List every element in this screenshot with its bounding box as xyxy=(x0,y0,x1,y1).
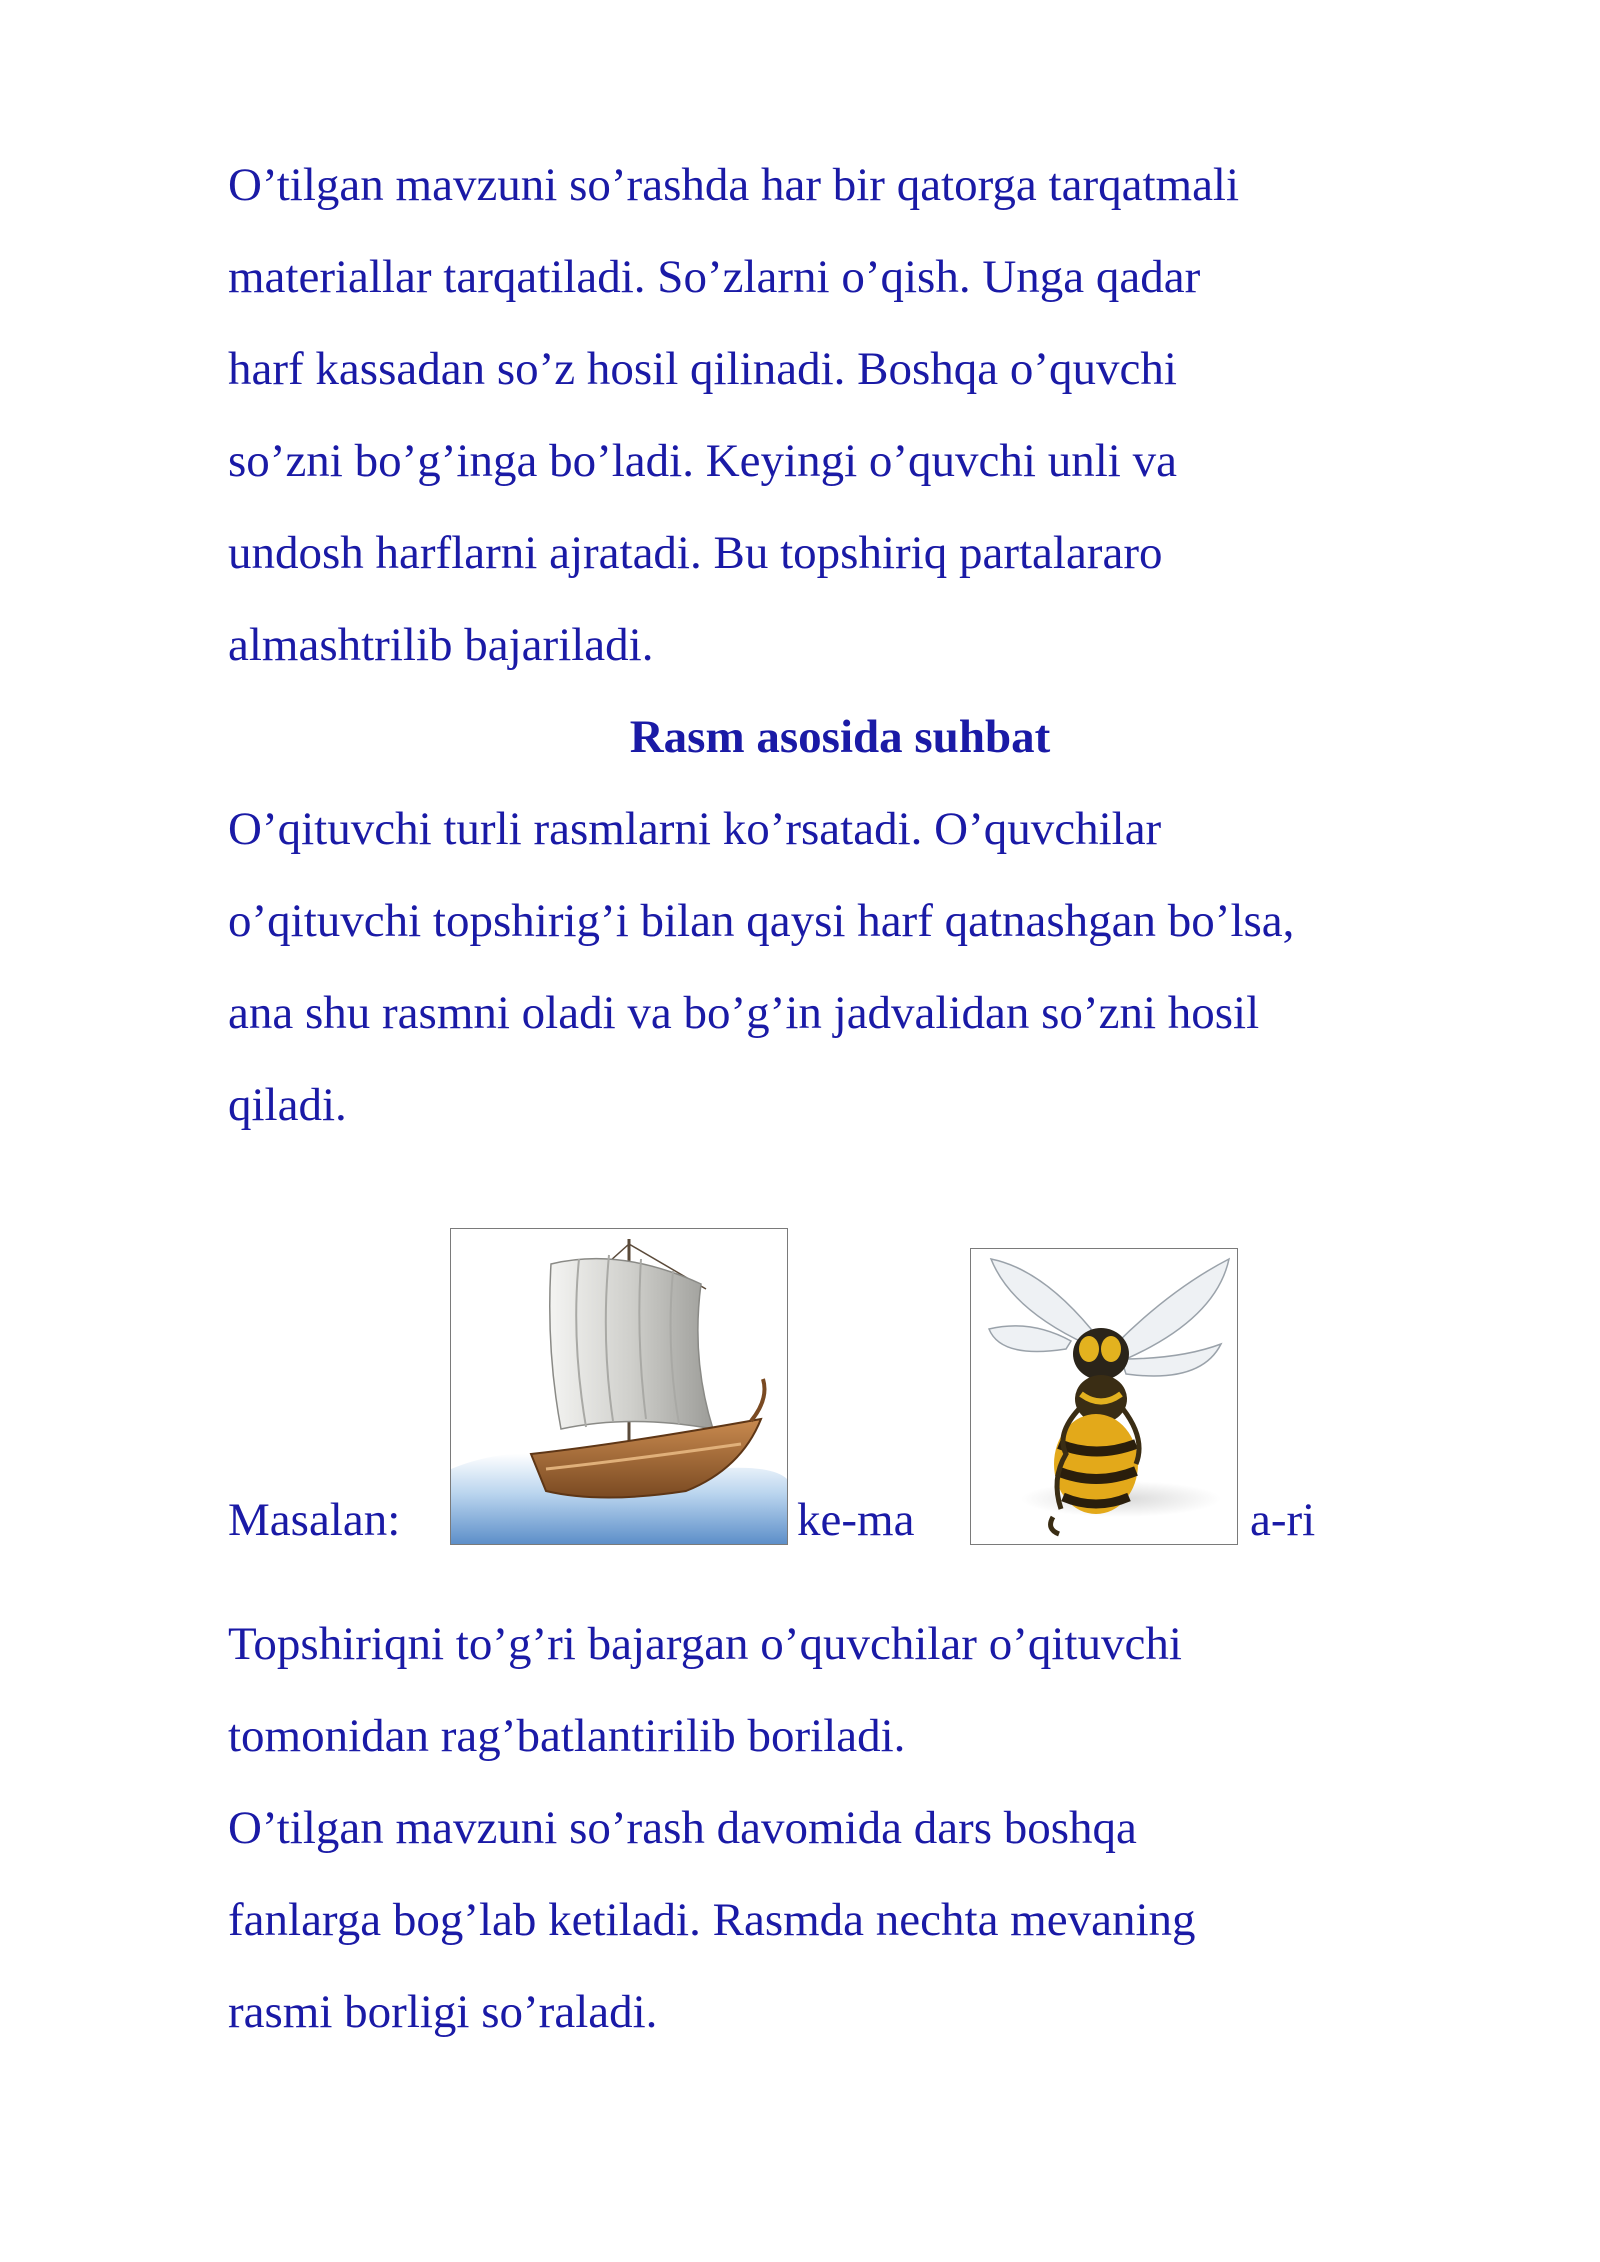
example-label: Masalan: xyxy=(228,1494,401,1546)
paragraph3-line: Topshiriqni to’g’ri bajargan o’quvchilar o’qituvchi xyxy=(228,1618,1182,1670)
paragraph1-line: harf kassadan so’z hosil qilinadi. Boshqa o’quvchi xyxy=(228,343,1177,395)
paragraph1-line: undosh harflarni ajratadi. Bu topshiriq partalararo xyxy=(228,527,1163,579)
paragraph3-line: tomonidan rag’batlantirilib boriladi. xyxy=(228,1710,906,1762)
wasp-picture xyxy=(970,1248,1238,1545)
paragraph2-line: o’qituvchi topshirig’i bilan qaysi harf qatnashgan bo’lsa, xyxy=(228,895,1295,947)
paragraph1-line: O’tilgan mavzuni so’rashda har bir qatorga tarqatmali xyxy=(228,159,1240,211)
paragraph1-line: materiallar tarqatiladi. So’zlarni o’qish. Unga qadar xyxy=(228,251,1201,303)
paragraph2-line: O’qituvchi turli rasmlarni ko’rsatadi. O’quvchilar xyxy=(228,803,1162,855)
paragraph3-line: rasmi borligi so’raladi. xyxy=(228,1986,658,2038)
paragraph2-line: qiladi. xyxy=(228,1079,347,1131)
example-word-ship: ke-ma xyxy=(797,1494,915,1546)
paragraph2-line: ana shu rasmni oladi va bo’g’in jadvalidan so’zni hosil xyxy=(228,987,1260,1039)
paragraph3-line: fanlarga bog’lab ketiladi. Rasmda nechta mevaning xyxy=(228,1894,1196,1946)
ship-picture xyxy=(450,1228,788,1545)
paragraph1-line: so’zni bo’g’inga bo’ladi. Keyingi o’quvchi unli va xyxy=(228,435,1177,487)
paragraph3-line: O’tilgan mavzuni so’rash davomida dars boshqa xyxy=(228,1802,1137,1854)
paragraph1-line: almashtrilib bajariladi. xyxy=(228,619,654,671)
section-heading: Rasm asosida suhbat xyxy=(629,711,1051,763)
example-word-wasp: a-ri xyxy=(1250,1494,1316,1546)
wasp-icon xyxy=(971,1249,1237,1544)
sailing-ship-icon xyxy=(451,1229,787,1544)
